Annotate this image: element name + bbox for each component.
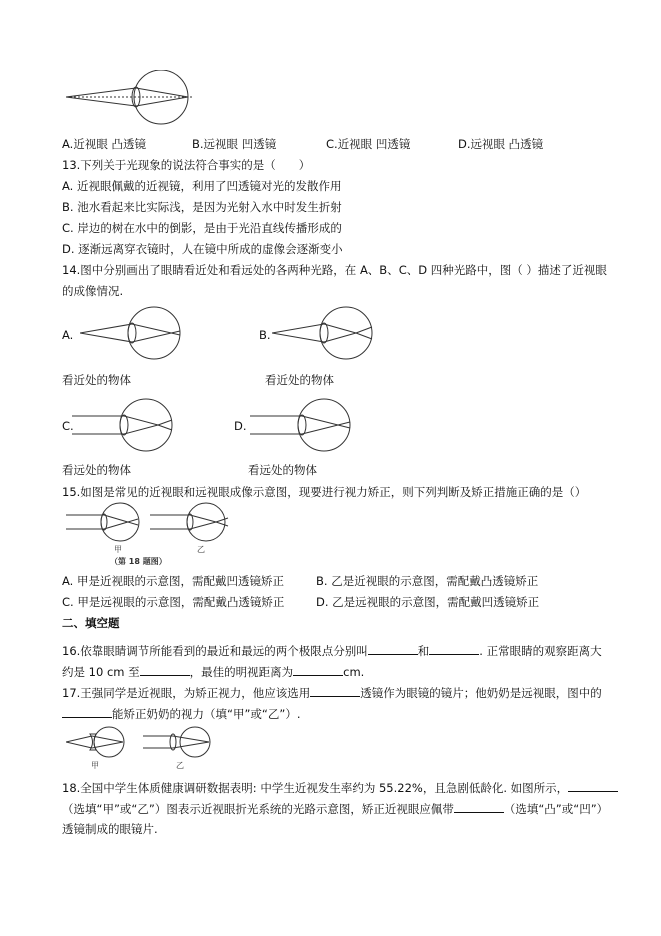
q16-blank-3[interactable] (140, 663, 190, 676)
q18-blank-1[interactable] (568, 779, 618, 792)
q15-option-d: D. 乙是远视眼的示意图，需配戴凹透镜矫正 (316, 595, 540, 609)
top-option-b: B.远视眼 凹透镜 (192, 137, 277, 151)
q15-diagram-yi (150, 502, 230, 542)
q14-label-d: D. (234, 419, 247, 433)
q17-diagram-jia (66, 726, 126, 758)
q14-diagram-c (72, 398, 182, 452)
q16-blank-4[interactable] (293, 663, 343, 676)
q14-caption-b: 看近处的物体 (265, 373, 334, 387)
q15-diagram-jia (66, 502, 144, 542)
q14-label-a: A. (62, 328, 74, 342)
q14-label-c: C. (62, 419, 74, 433)
top-eye-diagram (66, 70, 196, 130)
section-heading: 二、填空题 (62, 616, 120, 630)
q14-stem-line2: 的成像情况. (62, 284, 124, 298)
q17-diagram-yi (143, 726, 213, 758)
q14-caption-a: 看近处的物体 (62, 373, 131, 387)
q15-option-c: C. 甲是远视眼的示意图，需配戴凸透镜矫正 (62, 595, 285, 609)
top-option-c: C.近视眼 凹透镜 (326, 137, 411, 151)
q16-line1: 16.依靠眼睛调节所能看到的最近和最远的两个极限点分别叫 和 . 正常眼睛的观察距离大 (62, 644, 602, 658)
q17-fig-label-jia: 甲 (91, 761, 99, 770)
q15-stem: 15.如图是常见的近视眼和远视眼成像示意图，现要进行视力矫正，则下列判断及矫正措施正确的是（） (62, 485, 587, 499)
q18-line2: （选填“甲”或“乙”）图表示近视眼折光系统的光路示意图，矫正近视眼应佩带 （选填“凸”或“凹”） (62, 802, 609, 816)
q17-line1: 17.王强同学是近视眼，为矫正视力，他应该选用 透镜作为眼镜的镜片；他奶奶是远视眼，图中的 (62, 686, 602, 700)
q15-fig-label-yi: 乙 (197, 545, 205, 554)
q14-stem-line1: 14.图中分别画出了眼睛看近处和看远处的各两种光路，在 A、B、C、D 四种光路中，图（ ）描述了近视眼 (62, 263, 607, 277)
top-option-d: D.远视眼 凸透镜 (458, 137, 544, 151)
q16-line2: 约是 10 cm 至 ，最佳的明视距离为 cm. (62, 665, 365, 679)
q13-option-d: D. 逐渐远离穿衣镜时，人在镜中所成的虚像会逐渐变小 (62, 242, 343, 256)
q14-caption-d: 看远处的物体 (248, 463, 317, 477)
q14-label-b: B. (259, 328, 271, 342)
q14-diagram-a (80, 306, 190, 360)
q18-line3: 透镜制成的眼镜片. (62, 822, 158, 836)
q13-option-b: B. 池水看起来比实际浅，是因为光射入水中时发生折射 (62, 200, 342, 214)
q17-blank-2[interactable] (62, 705, 112, 718)
q18-blank-2[interactable] (454, 800, 504, 813)
q14-caption-c: 看远处的物体 (62, 463, 131, 477)
q13-option-a: A. 近视眼佩戴的近视镜，利用了凹透镜对光的发散作用 (62, 179, 342, 193)
q14-diagram-d (250, 398, 360, 452)
q18-line1: 18.全国中学生体质健康调研数据表明: 中学生近视发生率约为 55.22%，且急剧低龄化. 如图所示， (62, 779, 618, 796)
q13-option-c: C. 岸边的树在水中的倒影，是由于光沿直线传播形成的 (62, 221, 342, 235)
q16-blank-2[interactable] (429, 642, 479, 655)
q15-option-a: A. 甲是近视眼的示意图，需配戴凹透镜矫正 (62, 574, 284, 588)
q17-fig-label-yi: 乙 (176, 761, 184, 770)
q13-stem: 13.下列关于光现象的说法符合事实的是（ ） (62, 158, 311, 172)
q15-option-b: B. 乙是近视眼的示意图，需配戴凸透镜矫正 (316, 574, 539, 588)
q17-blank-1[interactable] (310, 684, 360, 697)
top-option-a: A.近视眼 凸透镜 (62, 137, 146, 151)
q15-fig-caption: （第 18 题图） (110, 557, 167, 566)
q14-diagram-b (272, 306, 382, 360)
q17-line2: 能矫正奶奶的视力（填“甲”或“乙”）. (62, 705, 301, 722)
q15-fig-label-jia: 甲 (114, 545, 122, 554)
q16-blank-1[interactable] (368, 642, 418, 655)
